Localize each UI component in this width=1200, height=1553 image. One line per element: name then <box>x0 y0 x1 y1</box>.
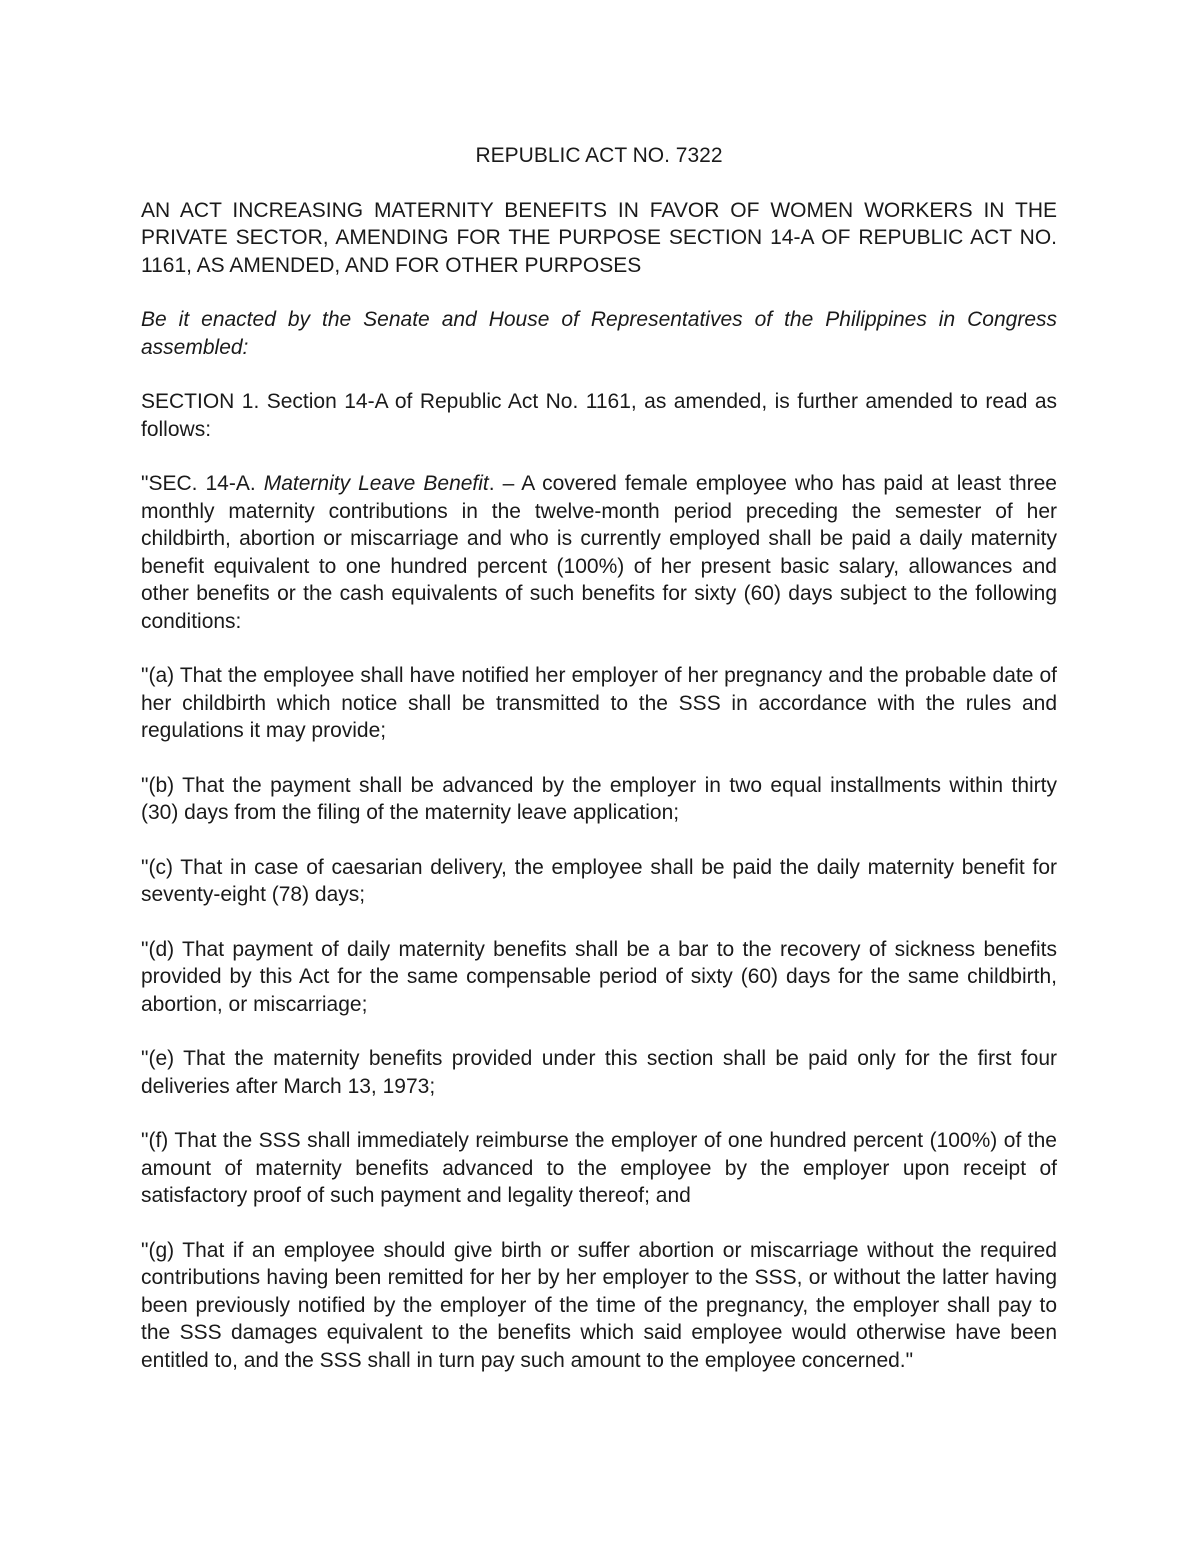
condition-e: "(e) That the maternity benefits provided under this section shall be paid only for the first four deliveries after March 13, 1973; <box>141 1047 1057 1098</box>
document-page <box>141 142 1057 1401</box>
sec-14a-body: . – A covered female employee who has paid at least three monthly maternity contributions in the twelve-month period preceding the semester of her childbirth, abortion or miscarriage and who is currently employed shall be paid a daily maternity benefit equivalent to one hundred percent (100%) of her present basic salary, allowances and other benefits or the cash equivalents of such benefits for sixty (60) days subject to the following conditions: <box>141 472 1057 633</box>
condition-c: "(c) That in case of caesarian delivery, the employee shall be paid the daily maternity benefit for seventy-eight (78) days; <box>141 855 1057 906</box>
condition-d: "(d) That payment of daily maternity benefits shall be a bar to the recovery of sickness benefits provided by this Act for the same compensable period of sixty (60) days for the same childbirth, abortion, or miscarriage; <box>141 937 1057 1016</box>
act-long-title: AN ACT INCREASING MATERNITY BENEFITS IN FAVOR OF WOMEN WORKERS IN THE PRIVATE SECTOR, AMENDING FOR THE PURPOSE SECTION 14-A OF REPUBLIC ACT NO. 1161, AS AMENDED, AND FOR OTHER PURPOSES <box>141 198 1057 277</box>
section-1-paragraph: SECTION 1. Section 14-A of Republic Act No. 1161, as amended, is further amended to read as follows: <box>141 390 1057 441</box>
condition-b: "(b) That the payment shall be advanced by the employer in two equal installments within thirty (30) days from the filing of the maternity leave application; <box>141 773 1057 824</box>
condition-f: "(f) That the SSS shall immediately reimburse the employer of one hundred percent (100%) of the amount of maternity benefits advanced to the employee by the employer upon receipt of satisfactory proof of such payment and legality thereof; and <box>141 1129 1057 1207</box>
sec-14a-prefix: "SEC. 14-A. <box>141 472 264 495</box>
act-number-title: REPUBLIC ACT NO. 7322 <box>475 144 723 167</box>
sec-14a-heading: Maternity Leave Benefit <box>263 472 489 495</box>
enacting-clause: Be it enacted by the Senate and House of Representatives of the Philippines in Congress assembled: <box>141 308 1057 359</box>
condition-a: "(a) That the employee shall have notified her employer of her pregnancy and the probable date of her childbirth which notice shall be transmitted to the SSS in accordance with the rules and regulations it may provide; <box>141 664 1057 742</box>
condition-g: "(g) That if an employee should give birth or suffer abortion or miscarriage without the required contributions having been remitted for her by her employer to the SSS, or without the latter having been previously notified by the employer of the time of the pregnancy, the employer shall pay to the SSS damages equivalent to the benefits which said employee would otherwise have been entitled to, and the SSS shall in turn pay such amount to the employee concerned." <box>141 1238 1057 1372</box>
sec-14a-paragraph <box>141 470 1057 635</box>
